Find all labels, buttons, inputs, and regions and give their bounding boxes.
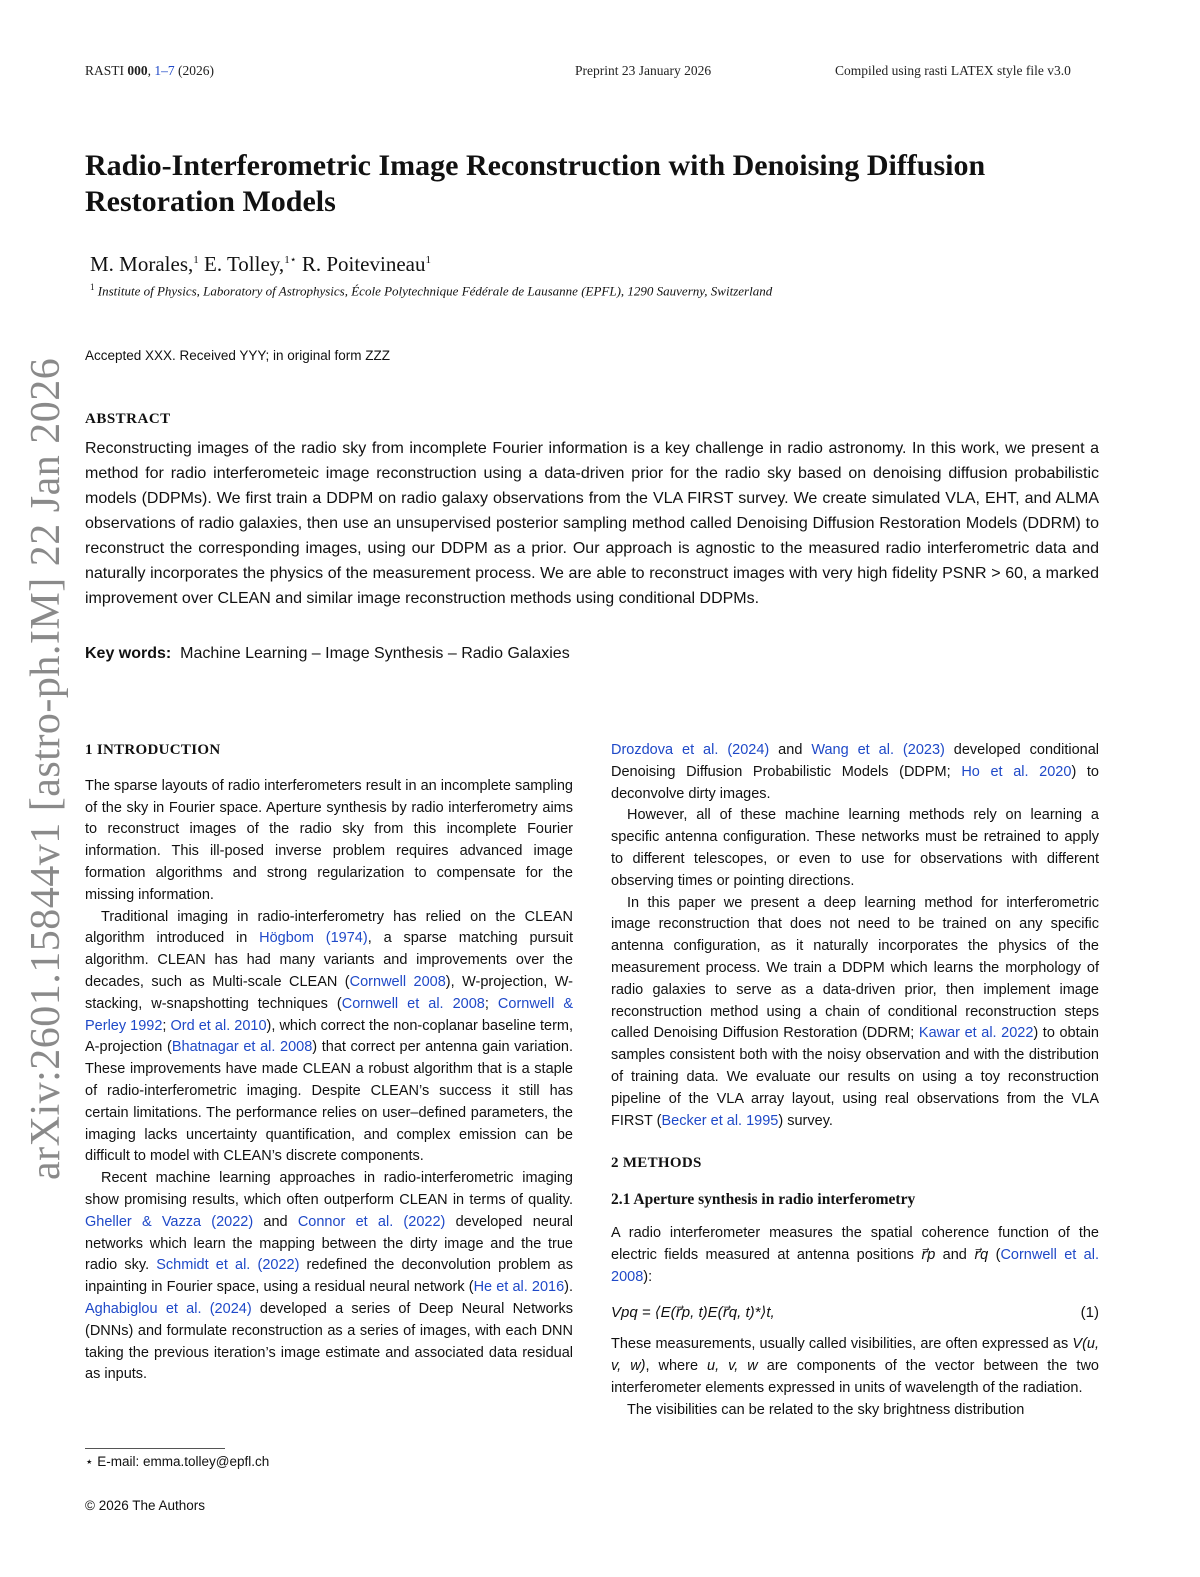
abstract-body: Reconstructing images of the radio sky from incomplete Fourier information is a key challenge in radio astronomy. In this work, we present a method for radio interferometeic image reconstruction using a data-driven prior for the radio sky based on denoising diffusion probabilistic models (DDPMs). We first train a DDPM on radio galaxy observations from the VLA FIRST survey. We create simulated VLA, EHT, and ALMA observations of radio galaxies, then use an unsupervised posterior sampling method called Denoising Diffusion Restoration Models (DDRM) to reconstruct the corresponding images, using our DDPM as a prior. Our approach is agnostic to the measured radio interferometric data and naturally incorporates the physics of the measurement process. We are able to reconstruct images with very high fidelity PSNR > 60, a marked improvement over CLEAN and similar image reconstruction methods using conditional DDPMs. [85, 440, 1099, 607]
author-list [90, 252, 431, 277]
position-rp: r⃗p [921, 1246, 936, 1263]
equation-1 [611, 1296, 1099, 1330]
right-paragraph-1: Drozdova et al. (2024) and Wang et al. (2023) developed conditional Denoising Diffusion Probabilistic Models (DDPM; Ho et al. 2020) to deconvolve dirty images. [611, 742, 1099, 802]
ref-cornwell-2008[interactable]: Cornwell 2008 [349, 973, 446, 990]
ref-schmidt[interactable]: Schmidt et al. (2022) [156, 1257, 300, 1274]
author-3-affil-mark: 1 [425, 254, 431, 266]
visibility-symbol: V(u, v, w) [611, 1336, 1099, 1375]
footnote-mark: ⋆ [85, 1454, 94, 1469]
affiliation-text: Institute of Physics, Laboratory of Astrophysics, École Polytechnique Fédérale de Lausanne (EPFL), 1290 Sauverny, Switzerland [97, 283, 773, 299]
right-paragraph-5: These measurements, usually called visibilities, are often expressed as V(u, v, w), where u, v, w are components of the vector between the two interferometer elements expressed in units of wavelength of the radiation. [611, 1336, 1099, 1396]
ref-ord[interactable]: Ord et al. 2010 [170, 1017, 267, 1034]
affiliation [90, 282, 772, 299]
keywords-label: Key words: [85, 645, 172, 662]
title-line-1: Radio-Interferometric Image Reconstruction with Denoising Diffusion [85, 149, 986, 182]
author-1-affil-mark: 1 [193, 254, 199, 266]
volume: 000 [127, 63, 148, 78]
corresponding-mark: ⋆ [289, 254, 297, 266]
keywords-text: Machine Learning – Image Synthesis – Radio Galaxies [180, 645, 570, 662]
arxiv-side-stamp: arXiv:2601.15844v1 [astro-ph.IM] 22 Jan 2026 [23, 357, 69, 1180]
intro-paragraph-1: The sparse layouts of radio interferometers result in an incomplete sampling of the sky in Fourier space. Aperture synthesis by radio interferometry aims to reconstruct images of the radio sky from this incomplete Fourier information. This ill-posed inverse problem requires advanced image formation algorithms and strong regularization to compensate for the missing information. [85, 777, 573, 903]
footnote-email: E-mail: emma.tolley@epfl.ch [97, 1454, 270, 1469]
pages-link[interactable]: 1–7 [154, 63, 175, 78]
ref-cornwell-perley[interactable]: Cornwell & Perley 1992 [85, 995, 573, 1034]
intro-paragraph-2: Traditional imaging in radio-interferometry has relied on the CLEAN algorithm introduced in Högbom (1974), a sparse matching pursuit algorithm. CLEAN has had many variants and improvements over the decades, such as Multi-scale CLEAN (Cornwell 2008), W-projection, W-stacking, w-snapshotting techniques (Cornwell et al. 2008; Cornwell & Perley 1992; Ord et al. 2010), which correct the non-coplanar baseline term, A-projection (Bhatnagar et al. 2008) that correct per antenna gain variation. These improvements have made CLEAN a robust algorithm that is a staple of radio-interferometric imaging. Despite CLEAN’s success it still has certain limitations. The performance relies on user–defined parameters, the imaging lacks uncertainty quantification, and complex emission can be difficult to model with CLEAN’s discrete components. [85, 908, 573, 1165]
footnote-rule [85, 1448, 225, 1449]
running-header-left: RASTI 000, 1–7 (2026) [85, 63, 215, 78]
section-introduction-heading: 1 INTRODUCTION [85, 742, 221, 758]
equation-number: (1) [1080, 1304, 1099, 1322]
running-header-right: Compiled using rasti LATEX style file v3.0 [835, 63, 1071, 78]
year: (2026) [178, 63, 215, 78]
keywords [85, 645, 570, 663]
accepted-line: Accepted XXX. Received YYY; in original form ZZZ [85, 348, 391, 363]
ref-cornwell-et-al-2008[interactable]: Cornwell et al. 2008 [341, 995, 485, 1012]
ref-gheller[interactable]: Gheller & Vazza (2022) [85, 1213, 254, 1230]
position-rq: r⃗q [974, 1246, 989, 1263]
equation-body: Vpq = ⟨E(r⃗p, t)E(r⃗q, t)*⟩t, [611, 1304, 775, 1322]
right-paragraph-4: A radio interferometer measures the spatial coherence function of the electric fields measured at antenna positions r⃗p and r⃗q (Cornwell et al. 2008): [611, 1224, 1099, 1285]
right-paragraph-3: In this paper we present a deep learning method for interferometric image reconstruction that does not need to be trained on any specific antenna configuration, as it naturally incorporates the physics of the measurement process. We train a DDPM which learns the morphology of radio galaxies to serve as a data-driven prior, then implement image reconstruction method using a chain of conditional reconstruction steps called Denoising Diffusion Restoration (DDRM; Kawar et al. 2022) to obtain samples consistent both with the noisy observation and with the distribution of training data. We evaluate our results on using a toy reconstruction pipeline of the VLA array layout, using real observations from the VLA FIRST (Becker et al. 1995) survey. [611, 894, 1099, 1129]
ref-cornwell-et-al-2008-b[interactable]: Cornwell et al. 2008 [611, 1246, 1099, 1285]
right-paragraph-2: However, all of these machine learning methods rely on learning a specific antenna configuration. These networks must be retrained to apply to different telescopes, or even to use for observations with different observing times or pointing directions. [611, 807, 1099, 889]
uvw-symbols: u, v, w [707, 1358, 758, 1375]
title-line-2: Restoration Models [85, 185, 336, 218]
section-methods-heading: 2 METHODS [611, 1155, 702, 1172]
author-2-affil-mark: 1 [284, 254, 290, 266]
left-column [85, 740, 573, 1386]
ref-connor[interactable]: Connor et al. (2022) [297, 1213, 446, 1230]
author-3: R. Poitevineau [301, 252, 426, 276]
intro-paragraph-3: Recent machine learning approaches in radio-interferometric imaging show promising results, which often outperform CLEAN in terms of quality. Gheller & Vazza (2022) and Connor et al. (2022) developed neural networks which learn the mapping between the dirty image and the true radio sky. Schmidt et al. (2022) redefined the deconvolution problem as inpainting in Fourier space, using a residual neural network (He et al. 2016). Aghabiglou et al. (2024) developed a series of Deep Neural Networks (DNNs) and formulate reconstruction as a series of images, with each DNN taking the previous iteration’s image estimate and associated data residual as inputs. [85, 1170, 574, 1383]
right-paragraph-6: The visibilities can be related to the sky brightness distribution [627, 1401, 1025, 1418]
ref-becker[interactable]: Becker et al. 1995 [661, 1112, 779, 1129]
copyright: © 2026 The Authors [85, 1498, 206, 1513]
subsection-aperture-synthesis-heading: 2.1 Aperture synthesis in radio interferometry [611, 1191, 916, 1209]
footnote [85, 1454, 269, 1470]
ref-drozdova[interactable]: Drozdova et al. (2024) [611, 742, 770, 758]
abstract-heading: ABSTRACT [85, 411, 171, 427]
ref-he[interactable]: He et al. 2016 [473, 1279, 565, 1296]
journal-name: RASTI [85, 63, 125, 78]
author-2: E. Tolley, [204, 252, 285, 276]
ref-hogbom[interactable]: Högbom (1974) [259, 930, 368, 947]
ref-aghabiglou[interactable]: Aghabiglou et al. (2024) [85, 1300, 252, 1317]
ref-wang[interactable]: Wang et al. (2023) [811, 742, 945, 758]
affiliation-mark: 1 [90, 282, 95, 292]
ref-ho[interactable]: Ho et al. 2020 [961, 763, 1072, 780]
running-header-center: Preprint 23 January 2026 [575, 63, 712, 78]
author-1: M. Morales, [90, 252, 194, 276]
ref-bhatnagar[interactable]: Bhatnagar et al. 2008 [171, 1039, 313, 1056]
ref-kawar[interactable]: Kawar et al. 2022 [918, 1025, 1034, 1042]
right-column [611, 740, 1099, 1422]
paper-title [85, 148, 1105, 220]
